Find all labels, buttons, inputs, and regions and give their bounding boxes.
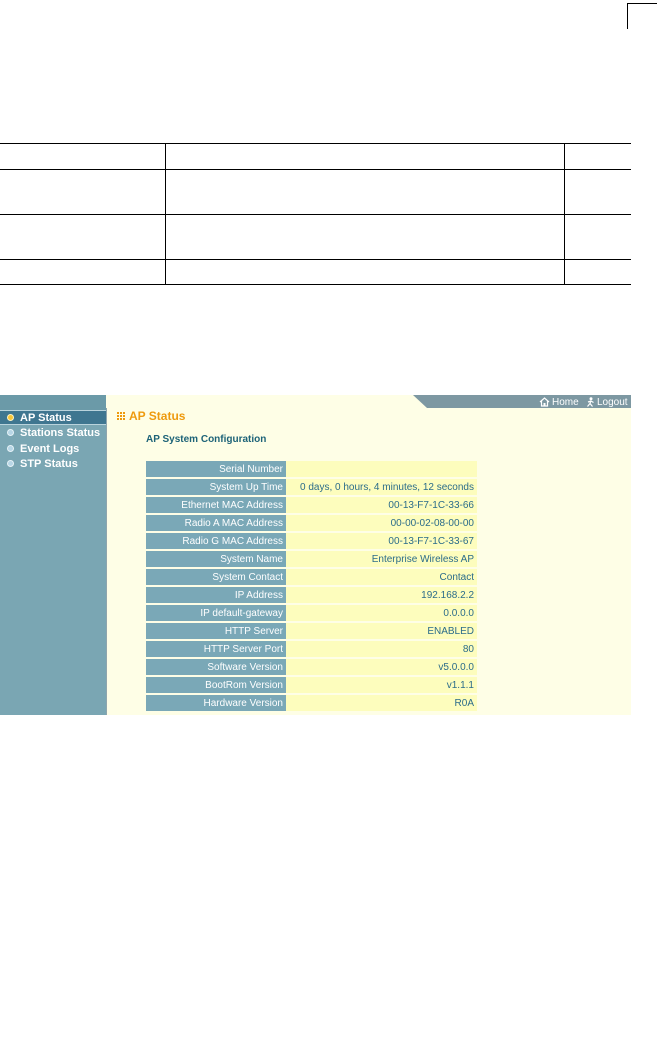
sidebar-item-label: AP Status	[20, 411, 72, 424]
config-label: Hardware Version	[146, 695, 286, 711]
config-label: System Name	[146, 551, 286, 567]
bullet-icon	[7, 414, 14, 421]
home-icon	[539, 397, 550, 407]
table-row	[146, 695, 477, 711]
bullet-icon	[7, 429, 14, 436]
grid-icon	[117, 412, 126, 421]
logout-link[interactable]	[586, 396, 628, 408]
page-title-text: AP Status	[129, 409, 186, 423]
bullet-icon	[7, 445, 14, 452]
config-label: System Up Time	[146, 479, 286, 495]
page-title	[117, 409, 185, 423]
config-value: v1.1.1	[286, 677, 477, 693]
sidebar-item-stp-status[interactable]	[0, 456, 106, 471]
config-label: HTTP Server Port	[146, 641, 286, 657]
table-row	[146, 533, 477, 549]
config-label: Radio A MAC Address	[146, 515, 286, 531]
table-row	[0, 215, 631, 260]
config-label: IP Address	[146, 587, 286, 603]
table-row	[146, 605, 477, 621]
home-label: Home	[552, 396, 579, 408]
table-row	[146, 497, 477, 513]
config-label: Software Version	[146, 659, 286, 675]
header-link-strip	[413, 395, 631, 408]
table-cell	[166, 144, 565, 170]
ap-system-config-table	[146, 459, 477, 713]
table-cell	[166, 215, 565, 260]
config-label: IP default-gateway	[146, 605, 286, 621]
table-row	[146, 623, 477, 639]
config-value	[286, 461, 477, 477]
table-row	[146, 551, 477, 567]
config-value: 00-13-F7-1C-33-67	[286, 533, 477, 549]
table-row	[0, 260, 631, 285]
table-row	[146, 461, 477, 477]
table-cell	[0, 144, 166, 170]
config-value: Enterprise Wireless AP	[286, 551, 477, 567]
table-cell	[565, 260, 632, 285]
sidebar-item-label: Event Logs	[20, 442, 80, 455]
logout-label: Logout	[597, 396, 628, 408]
config-value: Contact	[286, 569, 477, 585]
table-cell	[0, 170, 166, 215]
table-row	[0, 144, 631, 170]
table-row	[146, 587, 477, 603]
config-value: 00-13-F7-1C-33-66	[286, 497, 477, 513]
table-row	[146, 677, 477, 693]
table-row	[146, 659, 477, 675]
table-cell	[0, 215, 166, 260]
sidebar-item-label: Stations Status	[20, 426, 101, 439]
table-cell	[565, 144, 632, 170]
config-value: 00-00-02-08-00-00	[286, 515, 477, 531]
table-row	[146, 515, 477, 531]
table-cell	[0, 260, 166, 285]
config-value: 192.168.2.2	[286, 587, 477, 603]
sidebar-header-band	[0, 395, 106, 410]
logout-icon	[586, 397, 595, 407]
table-row	[146, 479, 477, 495]
config-label: Radio G MAC Address	[146, 533, 286, 549]
config-value: R0A	[286, 695, 477, 711]
config-label: System Contact	[146, 569, 286, 585]
sidebar-item-event-logs[interactable]	[0, 441, 106, 456]
config-label: HTTP Server	[146, 623, 286, 639]
table-row	[146, 569, 477, 585]
config-value: v5.0.0.0	[286, 659, 477, 675]
sidebar-item-stations-status[interactable]	[0, 425, 106, 440]
table-row	[146, 641, 477, 657]
config-value: 80	[286, 641, 477, 657]
ap-web-ui-screenshot	[0, 395, 631, 715]
sidebar-item-label: STP Status	[20, 457, 78, 470]
table-cell	[565, 215, 632, 260]
page-corner-mark	[627, 3, 657, 29]
table-row	[0, 170, 631, 215]
sidebar-item-ap-status[interactable]	[0, 410, 106, 425]
config-value: 0 days, 0 hours, 4 minutes, 12 seconds	[286, 479, 477, 495]
config-label: Ethernet MAC Address	[146, 497, 286, 513]
config-value: ENABLED	[286, 623, 477, 639]
table-cell	[565, 170, 632, 215]
sidebar	[0, 395, 107, 715]
home-link[interactable]	[539, 396, 579, 408]
table-cell	[166, 170, 565, 215]
config-label: BootRom Version	[146, 677, 286, 693]
document-table	[0, 143, 631, 285]
config-value: 0.0.0.0	[286, 605, 477, 621]
section-title: AP System Configuration	[146, 434, 267, 445]
bullet-icon	[7, 460, 14, 467]
table-cell	[166, 260, 565, 285]
config-label: Serial Number	[146, 461, 286, 477]
